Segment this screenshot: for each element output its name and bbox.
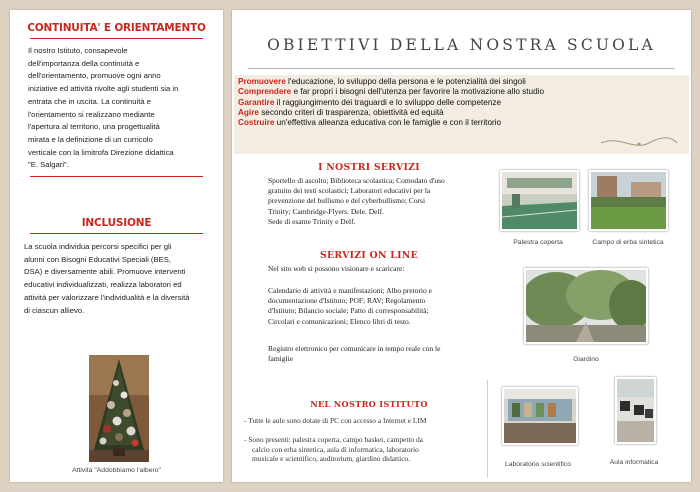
inclusione-text: La scuola individua percorsi specifici per gli alunni con Bisogni Educativi Speciali (BES, DSA) e diversamente abili. Promuove interventi educativi individualizzati, realizza laboratori ed attività per valorizzare l'individualità e la diversità di ciascun allievo. <box>24 242 190 315</box>
objective-5: Costruire un'effettiva alleanza educativa con le famiglie e con il territorio <box>238 118 502 128</box>
palestra-caption: Palestra coperta <box>513 239 563 246</box>
flourish-ornament <box>599 135 679 151</box>
objectives-band <box>234 75 689 154</box>
right-panel <box>232 10 691 482</box>
online-title: SERVIZI ON LINE <box>320 250 418 261</box>
title-divider <box>248 68 675 69</box>
continuita-underline <box>30 38 203 39</box>
servizi-title: I NOSTRI SERVIZI <box>318 162 420 173</box>
christmas-tree-caption: Attività "Addobbiamo l'albero" <box>72 467 161 474</box>
palestra-photo <box>500 170 579 231</box>
objective-2: Comprendere e far propri i bisogni dell'utenza per favorire la motivazione allo studio <box>238 87 545 97</box>
continuita-text: Il nostro Istituto, consapevole dell'importanza della continuità e dell'orientamento, promuove ogni anno iniziative ed attività rivolte agli studenti sia in entrata che in uscita. La continuità e l'orientamento si realizzano mediante l'apertura al territorio, una progettualità mirata e la definizione di un curricolo verticale con la limitrofa Direzione didattica "E. Salgari". <box>28 46 179 170</box>
istituto-title: NEL NOSTRO ISTITUTO <box>310 399 428 409</box>
objective-4: Agire secondo criteri di trasparenza, obiettività ed equità <box>238 107 444 117</box>
continuita-bottom-line <box>30 176 203 177</box>
istituto-bullet-1: - Tutte le aule sono dotate di PC con accesso a Internet e LIM <box>244 416 427 425</box>
left-panel <box>10 10 223 482</box>
online-text: Calendario di attività e manifestazioni; Albo pretorio e documentazione d'Istituto; POF; RAV; Regolamento d'Istituto; Bilancio sociale; Patto di corresponsabilità; Circolari e comunicazioni; Elenco libri di testo. <box>268 286 432 326</box>
bottom-vertical-divider <box>487 380 488 478</box>
giardino-photo <box>524 268 648 344</box>
objective-1: Promuovere l'educazione, lo sviluppo della persona e le potenzialità dei singoli <box>238 77 526 86</box>
laboratorio-caption: Laboratorio scientifico <box>504 461 572 468</box>
registro-text: Registro elettronico per comunicare in tempo reale con le famiglie <box>268 344 441 364</box>
page-title: OBIETTIVI DELLA NOSTRA SCUOLA <box>267 36 656 54</box>
laboratorio-photo <box>502 387 578 445</box>
informatica-caption: Aula informatica <box>609 459 659 466</box>
servizi-text: Sportello di ascolto; Biblioteca scolastica; Comodato d'uso gratuito dei testi scolastici; Laboratori educativi per la prevenzione del bullismo e del cyberbullismo; Corsi Trinity; Cambridge-Flyers. Dele. Delf. Sede di esame Trinity e Delf. <box>268 176 445 226</box>
campo-photo <box>589 170 668 231</box>
istituto-bullet-2: - Sono presenti: palestra coperta, campo basket, campetto da calcio con erba sintetica, aula di informatica, laboratorio musicale e scientifico, auditorium, giardino didattico. <box>244 435 423 463</box>
campo-caption: Campo di erba sintetica <box>592 239 664 246</box>
christmas-tree-image <box>89 355 149 462</box>
online-intro: Nel sito web si possono visionare e scaricare: <box>268 264 405 273</box>
giardino-caption: Giardino <box>573 356 599 363</box>
inclusione-title: INCLUSIONE <box>81 217 152 229</box>
inclusione-underline <box>30 233 203 234</box>
objective-3: Garantire il raggiungimento dei traguardi e lo sviluppo delle competenze <box>238 97 502 107</box>
continuita-title: CONTINUITA' E ORIENTAMENTO <box>27 22 206 34</box>
christmas-tree-photo <box>89 355 149 462</box>
informatica-photo <box>615 377 656 444</box>
